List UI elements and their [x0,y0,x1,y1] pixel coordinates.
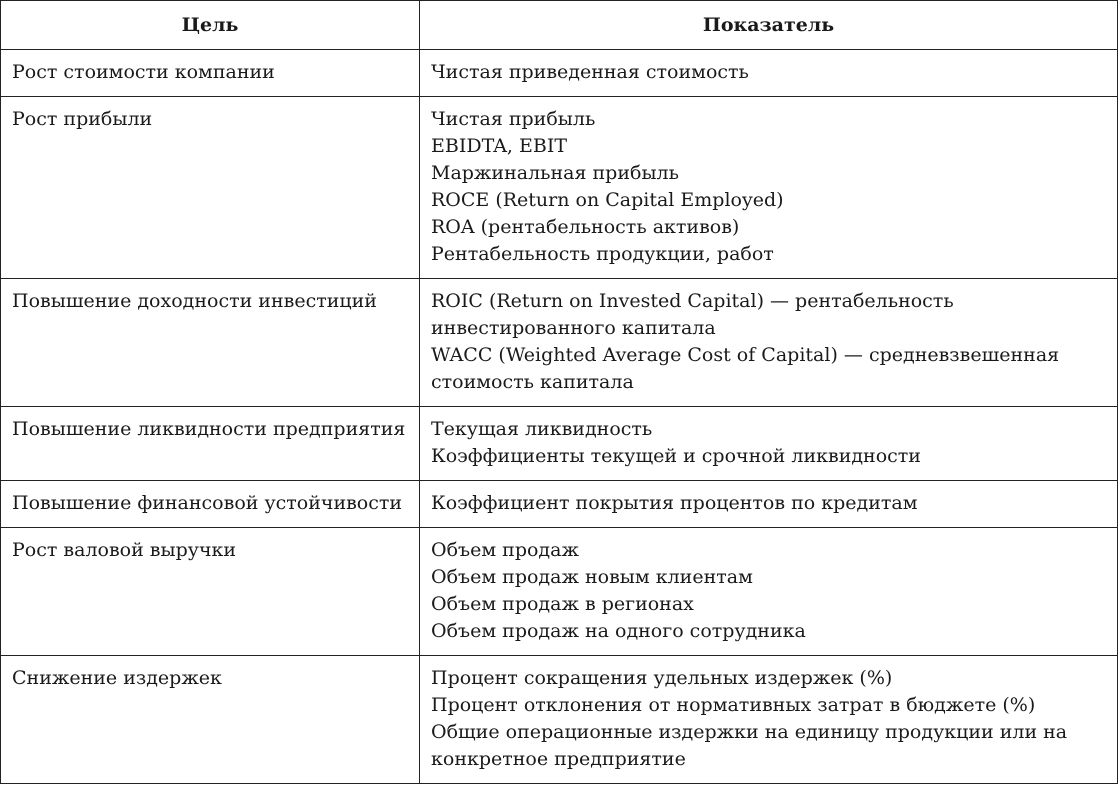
indicator-text: Процент отклонения от нормативных затрат в бюджете (%) [431,694,1036,716]
indicator-text: ROA (рентабельность активов) [431,216,740,238]
goal-text: Повышение ликвидности предприятия [12,418,406,440]
goal-cell [1,656,420,784]
table-header-row [1,1,1118,50]
indicator-text: Маржинальная прибыль [431,162,679,184]
table-row [1,656,1118,784]
goal-text: Снижение издержек [12,667,222,689]
table-row [1,407,1118,481]
goal-cell [1,279,420,407]
indicator-text: Коэффициенты текущей и срочной ликвидности [431,445,921,467]
indicator-cell [420,407,1118,481]
goal-text: Повышение доходности инвестиций [12,290,377,312]
goal-text: Повышение финансовой устойчивости [12,492,403,514]
goal-text: Рост стоимости компании [12,61,275,83]
header-goal: Цель [1,1,420,50]
table-row [1,481,1118,528]
indicator-text: Объем продаж [431,539,579,561]
indicator-cell [420,656,1118,784]
goal-cell [1,528,420,656]
indicator-text: Объем продаж в регионах [431,593,694,615]
indicator-text: стоимость капитала [431,371,634,393]
indicator-cell [420,481,1118,528]
goal-text: Рост прибыли [12,108,153,130]
indicator-text: инвестированного капитала [431,317,716,339]
indicator-text: Коэффициент покрытия процентов по кредитам [431,492,918,514]
indicator-text: Объем продаж на одного сотрудника [431,620,806,642]
indicator-text: ROIC (Return on Invested Capital) — рентабельность [431,290,954,312]
indicator-cell [420,97,1118,279]
goal-cell [1,97,420,279]
table-row [1,528,1118,656]
indicator-text: Процент сокращения удельных издержек (%) [431,667,893,689]
indicator-text: Чистая приведенная стоимость [431,61,749,83]
indicator-text: конкретное предприятие [431,748,686,770]
indicator-text: Общие операционные издержки на единицу продукции или на [431,721,1068,743]
indicator-text: ROCE (Return on Capital Employed) [431,189,784,211]
indicator-text: Текущая ликвидность [431,418,653,440]
indicator-text: WACC (Weighted Average Cost of Capital) — средневзвешенная [431,344,1060,366]
table-row [1,97,1118,279]
goal-text: Рост валовой выручки [12,539,237,561]
goal-cell [1,50,420,97]
indicator-cell [420,279,1118,407]
goal-cell [1,407,420,481]
table-row [1,50,1118,97]
indicator-cell [420,528,1118,656]
indicator-text: EBIDTA, EBIT [431,135,568,157]
table-row [1,279,1118,407]
header-indicator: Показатель [420,1,1118,50]
goal-cell [1,481,420,528]
indicator-text: Объем продаж новым клиентам [431,566,753,588]
indicator-text: Чистая прибыль [431,108,596,130]
indicator-cell [420,50,1118,97]
indicator-text: Рентабельность продукции, работ [431,243,774,265]
